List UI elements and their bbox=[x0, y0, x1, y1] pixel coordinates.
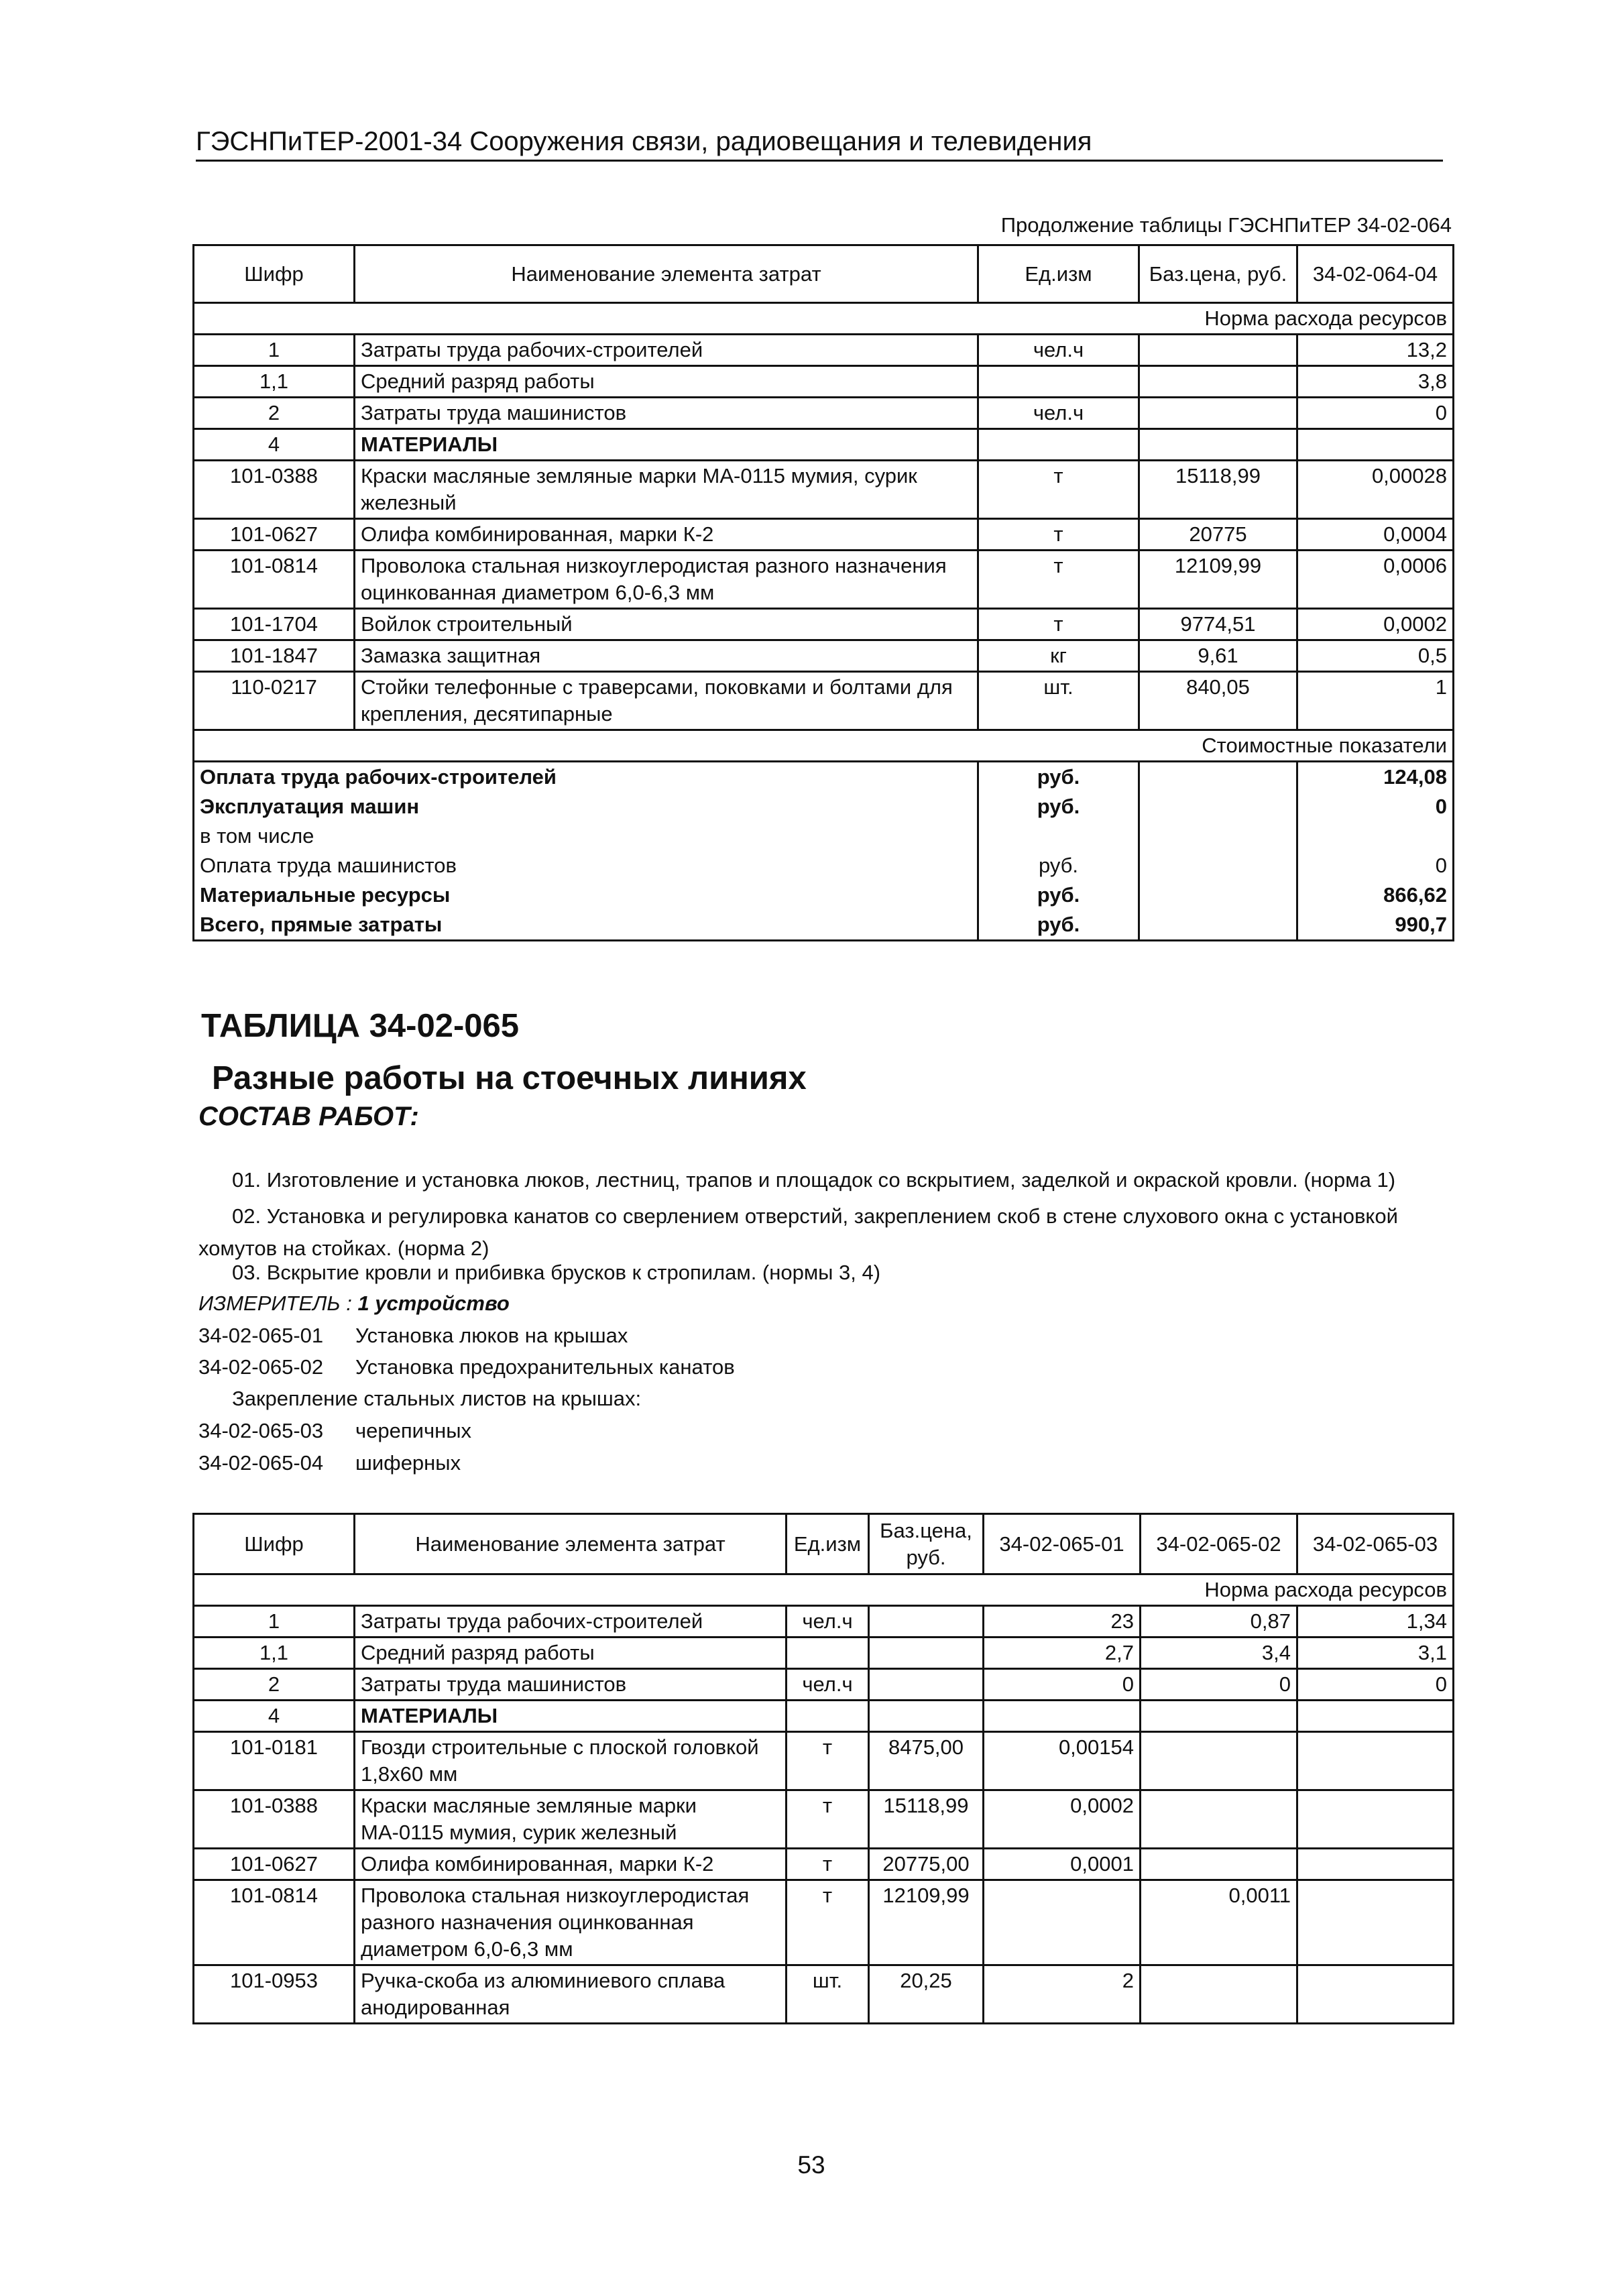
cell-norm-value-02: 0,87 bbox=[1141, 1606, 1297, 1638]
cost-label: в том числе bbox=[194, 821, 978, 851]
cell-name: Ручка-скоба из алюминиевого сплава анодированная bbox=[355, 1965, 787, 2024]
cost-label: Материальные ресурсы bbox=[194, 880, 978, 910]
cell-name: МАТЕРИАЛЫ bbox=[355, 429, 978, 461]
table-header-row bbox=[194, 1514, 1454, 1574]
cell-code: 4 bbox=[194, 429, 355, 461]
cell-norm-value-01: 0,00154 bbox=[984, 1732, 1141, 1790]
cell-price: 9774,51 bbox=[1139, 609, 1297, 640]
cell-name: Средний разряд работы bbox=[355, 366, 978, 398]
cell-norm-value: 0,0006 bbox=[1297, 551, 1454, 609]
cost-unit: руб. bbox=[978, 880, 1139, 910]
header-norm-code-02: 34-02-065-02 bbox=[1141, 1514, 1297, 1574]
cell-norm-value: 13,2 bbox=[1297, 335, 1454, 366]
cost-value: 124,08 bbox=[1297, 762, 1454, 793]
cell-price: 15118,99 bbox=[869, 1790, 984, 1849]
cost-heading: Стоимостные показатели bbox=[194, 730, 1454, 762]
table-row bbox=[194, 398, 1454, 429]
table-row bbox=[194, 1669, 1454, 1701]
table-header-row bbox=[194, 245, 1454, 303]
table-row bbox=[194, 1638, 1454, 1669]
measurement-label: ИЗМЕРИТЕЛЬ : bbox=[198, 1292, 352, 1315]
cost-unit: руб. bbox=[978, 851, 1139, 880]
cell-code: 1 bbox=[194, 1606, 355, 1638]
cell-name: Проволока стальная низкоуглеродистая разного назначения оцинкованная диаметром 6,0-6,3 мм bbox=[355, 551, 978, 609]
cell-norm-value-02: 3,4 bbox=[1141, 1638, 1297, 1669]
fastening-note: Закрепление стальных листов на крышах: bbox=[232, 1387, 642, 1410]
cell-norm-value: 3,8 bbox=[1297, 366, 1454, 398]
table-row bbox=[194, 640, 1454, 672]
table-row bbox=[194, 1790, 1454, 1849]
header-price: Баз.цена, руб. bbox=[869, 1514, 984, 1574]
cell-code: 101-0627 bbox=[194, 1849, 355, 1880]
cell-unit: т bbox=[787, 1880, 869, 1965]
cell-code: 101-0388 bbox=[194, 461, 355, 519]
table-body bbox=[194, 1606, 1454, 2024]
table-row bbox=[194, 551, 1454, 609]
header-norm-code-03: 34-02-065-03 bbox=[1297, 1514, 1454, 1574]
cell-norm-value-03 bbox=[1297, 1790, 1454, 1849]
table-row bbox=[194, 519, 1454, 551]
cell-unit: чел.ч bbox=[978, 398, 1139, 429]
cell-norm-value-03: 1,34 bbox=[1297, 1606, 1454, 1638]
cell-name: Олифа комбинированная, марки К-2 bbox=[355, 1849, 787, 1880]
cell-price bbox=[1139, 398, 1297, 429]
cell-price: 20,25 bbox=[869, 1965, 984, 2024]
resource-table-34-02-064 bbox=[192, 244, 1454, 941]
cost-blank-cell bbox=[1139, 851, 1297, 880]
cell-norm-value: 0,0004 bbox=[1297, 519, 1454, 551]
table-row bbox=[194, 366, 1454, 398]
cell-unit: шт. bbox=[978, 672, 1139, 730]
work-item-01: 01. Изготовление и установка люков, лестниц, трапов и площадок со вскрытием, заделкой и окраской кровли. (норма 1) bbox=[232, 1168, 1396, 1192]
cell-norm-value-03 bbox=[1297, 1880, 1454, 1965]
cell-price: 8475,00 bbox=[869, 1732, 984, 1790]
cell-code: 101-0953 bbox=[194, 1965, 355, 2024]
norm-heading-row bbox=[194, 303, 1454, 335]
cell-name: Затраты труда рабочих-строителей bbox=[355, 1606, 787, 1638]
cell-norm-value-03 bbox=[1297, 1849, 1454, 1880]
norm-code: 34-02-065-01 bbox=[198, 1324, 324, 1347]
cell-unit bbox=[978, 366, 1139, 398]
cost-unit: руб. bbox=[978, 792, 1139, 821]
measurement-unit bbox=[198, 1289, 510, 1318]
cost-blank-cell bbox=[1139, 792, 1297, 821]
cell-norm-value-01: 0,0002 bbox=[984, 1790, 1141, 1849]
norm-code-row bbox=[198, 1321, 628, 1351]
norm-code-label: шиферных bbox=[355, 1451, 461, 1475]
cell-norm-value: 0 bbox=[1297, 398, 1454, 429]
cell-unit: чел.ч bbox=[787, 1669, 869, 1701]
norm-code-label: Установка предохранительных канатов bbox=[355, 1355, 735, 1379]
table-continuation-caption: Продолжение таблицы ГЭСНПиТЕР 34-02-064 bbox=[1000, 213, 1452, 237]
resource-table-34-02-065 bbox=[192, 1513, 1454, 2024]
cell-norm-value-03 bbox=[1297, 1732, 1454, 1790]
cell-price: 15118,99 bbox=[1139, 461, 1297, 519]
cell-unit bbox=[787, 1638, 869, 1669]
cell-norm-value-01: 23 bbox=[984, 1606, 1141, 1638]
work-item-03: 03. Вскрытие кровли и прибивка брусков к стропилам. (нормы 3, 4) bbox=[232, 1261, 881, 1284]
cost-label: Оплата труда рабочих-строителей bbox=[194, 762, 978, 793]
cell-norm-value-01 bbox=[984, 1701, 1141, 1732]
cost-unit: руб. bbox=[978, 762, 1139, 793]
table-body bbox=[194, 335, 1454, 941]
cell-name: Замазка защитная bbox=[355, 640, 978, 672]
norm-code: 34-02-065-03 bbox=[198, 1419, 324, 1442]
header-name: Наименование элемента затрат bbox=[355, 245, 978, 303]
table-row bbox=[194, 1880, 1454, 1965]
norm-code-row bbox=[198, 1448, 461, 1478]
table-title: ТАБЛИЦА 34-02-065 bbox=[201, 1008, 520, 1044]
norm-heading-row bbox=[194, 1574, 1454, 1606]
norm-code-label: черепичных bbox=[355, 1419, 472, 1442]
norm-code: 34-02-065-04 bbox=[198, 1451, 324, 1475]
cost-row bbox=[194, 851, 1454, 880]
cell-price: 9,61 bbox=[1139, 640, 1297, 672]
cell-unit bbox=[787, 1701, 869, 1732]
cost-value: 0 bbox=[1297, 851, 1454, 880]
table-row bbox=[194, 1732, 1454, 1790]
cell-price bbox=[869, 1606, 984, 1638]
cell-name: Краски масляные земляные марки МА-0115 мумия, сурик железный bbox=[355, 461, 978, 519]
cell-norm-value-02 bbox=[1141, 1965, 1297, 2024]
cell-name: Краски масляные земляные марки МА-0115 мумия, сурик железный bbox=[355, 1790, 787, 1849]
norm-code-row bbox=[198, 1416, 471, 1446]
measurement-value: 1 устройство bbox=[357, 1292, 510, 1315]
table-row bbox=[194, 672, 1454, 730]
header-code: Шифр bbox=[194, 1514, 355, 1574]
cost-row bbox=[194, 880, 1454, 910]
cell-unit: т bbox=[978, 609, 1139, 640]
cost-row bbox=[194, 910, 1454, 941]
cell-norm-value-02 bbox=[1141, 1790, 1297, 1849]
cell-code: 101-0627 bbox=[194, 519, 355, 551]
cell-norm-value: 0,5 bbox=[1297, 640, 1454, 672]
cell-price bbox=[1139, 335, 1297, 366]
cell-name: Затраты труда рабочих-строителей bbox=[355, 335, 978, 366]
table-row bbox=[194, 1701, 1454, 1732]
cell-norm-value: 1 bbox=[1297, 672, 1454, 730]
cell-norm-value: 0,00028 bbox=[1297, 461, 1454, 519]
cell-name: Средний разряд работы bbox=[355, 1638, 787, 1669]
cell-unit: шт. bbox=[787, 1965, 869, 2024]
cell-price: 20775 bbox=[1139, 519, 1297, 551]
header-norm-code: 34-02-064-04 bbox=[1297, 245, 1454, 303]
cell-code: 4 bbox=[194, 1701, 355, 1732]
cost-row bbox=[194, 821, 1454, 851]
cost-label: Эксплуатация машин bbox=[194, 792, 978, 821]
cell-norm-value-01 bbox=[984, 1880, 1141, 1965]
cell-name: МАТЕРИАЛЫ bbox=[355, 1701, 787, 1732]
cell-unit: т bbox=[787, 1849, 869, 1880]
cost-blank-cell bbox=[1139, 762, 1297, 793]
cell-unit: т bbox=[787, 1732, 869, 1790]
cell-price: 20775,00 bbox=[869, 1849, 984, 1880]
cost-label: Оплата труда машинистов bbox=[194, 851, 978, 880]
cost-blank-cell bbox=[1139, 880, 1297, 910]
cell-norm-value-01: 0,0001 bbox=[984, 1849, 1141, 1880]
cell-price: 12109,99 bbox=[869, 1880, 984, 1965]
table-row bbox=[194, 461, 1454, 519]
table-row bbox=[194, 1965, 1454, 2024]
header-unit: Ед.изм bbox=[978, 245, 1139, 303]
header-norm-code-01: 34-02-065-01 bbox=[984, 1514, 1141, 1574]
cost-value: 866,62 bbox=[1297, 880, 1454, 910]
cell-norm-value-03: 0 bbox=[1297, 1669, 1454, 1701]
header-price: Баз.цена, руб. bbox=[1139, 245, 1297, 303]
cost-heading-row bbox=[194, 730, 1454, 762]
table-row bbox=[194, 335, 1454, 366]
cost-blank-cell bbox=[1139, 910, 1297, 941]
cell-norm-value-02 bbox=[1141, 1849, 1297, 1880]
cell-name: Проволока стальная низкоуглеродистая разного назначения оцинкованная диаметром 6,0-6,3 мм bbox=[355, 1880, 787, 1965]
cell-code: 1 bbox=[194, 335, 355, 366]
cell-name: Затраты труда машинистов bbox=[355, 1669, 787, 1701]
cell-norm-value bbox=[1297, 429, 1454, 461]
header-unit: Ед.изм bbox=[787, 1514, 869, 1574]
cell-code: 2 bbox=[194, 398, 355, 429]
table-row bbox=[194, 429, 1454, 461]
cell-unit: чел.ч bbox=[787, 1606, 869, 1638]
cell-norm-value-03 bbox=[1297, 1701, 1454, 1732]
cell-code: 101-1704 bbox=[194, 609, 355, 640]
cell-code: 1,1 bbox=[194, 1638, 355, 1669]
table-subtitle: Разные работы на стоечных линиях bbox=[212, 1060, 807, 1096]
cell-norm-value-03 bbox=[1297, 1965, 1454, 2024]
norm-code-label: Установка люков на крышах bbox=[355, 1324, 628, 1347]
cell-code: 101-1847 bbox=[194, 640, 355, 672]
page-number: 53 bbox=[797, 2151, 825, 2179]
cell-norm-value-03: 3,1 bbox=[1297, 1638, 1454, 1669]
cell-unit: т bbox=[978, 551, 1139, 609]
cell-price bbox=[869, 1638, 984, 1669]
cell-price bbox=[1139, 429, 1297, 461]
work-item-02: 02. Установка и регулировка канатов со сверлением отверстий, закреплением скоб в стене слухового окна с установкой хомутов на стойках. (норма 2) bbox=[198, 1204, 1398, 1260]
cell-code: 101-0388 bbox=[194, 1790, 355, 1849]
cell-unit: т bbox=[978, 461, 1139, 519]
header-name: Наименование элемента затрат bbox=[355, 1514, 787, 1574]
cell-code: 110-0217 bbox=[194, 672, 355, 730]
cell-code: 101-0814 bbox=[194, 551, 355, 609]
cost-unit bbox=[978, 821, 1139, 851]
norm-code-row bbox=[198, 1353, 735, 1382]
norm-heading: Норма расхода ресурсов bbox=[194, 1574, 1454, 1606]
cost-label: Всего, прямые затраты bbox=[194, 910, 978, 941]
works-heading: СОСТАВ РАБОТ: bbox=[198, 1102, 419, 1131]
cell-name: Затраты труда машинистов bbox=[355, 398, 978, 429]
running-header: ГЭСНПиТЕР-2001-34 Сооружения связи, радиовещания и телевидения bbox=[196, 125, 1443, 162]
header-code: Шифр bbox=[194, 245, 355, 303]
cell-norm-value-02: 0,0011 bbox=[1141, 1880, 1297, 1965]
cell-norm-value-02 bbox=[1141, 1701, 1297, 1732]
cell-norm-value: 0,0002 bbox=[1297, 609, 1454, 640]
norm-code: 34-02-065-02 bbox=[198, 1355, 324, 1379]
cost-row bbox=[194, 792, 1454, 821]
cell-price: 840,05 bbox=[1139, 672, 1297, 730]
cell-code: 101-0814 bbox=[194, 1880, 355, 1965]
cost-blank-cell bbox=[1139, 821, 1297, 851]
cell-code: 101-0181 bbox=[194, 1732, 355, 1790]
cell-price: 12109,99 bbox=[1139, 551, 1297, 609]
cost-value: 990,7 bbox=[1297, 910, 1454, 941]
cost-unit: руб. bbox=[978, 910, 1139, 941]
cost-value: 0 bbox=[1297, 792, 1454, 821]
cell-norm-value-02 bbox=[1141, 1732, 1297, 1790]
table-row bbox=[194, 609, 1454, 640]
cell-unit: чел.ч bbox=[978, 335, 1139, 366]
cell-price bbox=[869, 1669, 984, 1701]
cost-value bbox=[1297, 821, 1454, 851]
cell-unit bbox=[978, 429, 1139, 461]
table-row bbox=[194, 1849, 1454, 1880]
cell-norm-value-01: 2 bbox=[984, 1965, 1141, 2024]
cost-row bbox=[194, 762, 1454, 793]
cell-unit: кг bbox=[978, 640, 1139, 672]
norm-heading: Норма расхода ресурсов bbox=[194, 303, 1454, 335]
cell-norm-value-01: 2,7 bbox=[984, 1638, 1141, 1669]
cell-name: Стойки телефонные с траверсами, поковками и болтами для крепления, десятипарные bbox=[355, 672, 978, 730]
cell-unit: т bbox=[978, 519, 1139, 551]
cell-name: Олифа комбинированная, марки К-2 bbox=[355, 519, 978, 551]
cell-code: 2 bbox=[194, 1669, 355, 1701]
cell-code: 1,1 bbox=[194, 366, 355, 398]
table-row bbox=[194, 1606, 1454, 1638]
cell-name: Войлок строительный bbox=[355, 609, 978, 640]
cell-unit: т bbox=[787, 1790, 869, 1849]
cell-norm-value-01: 0 bbox=[984, 1669, 1141, 1701]
cell-name: Гвозди строительные с плоской головкой 1,8х60 мм bbox=[355, 1732, 787, 1790]
cell-price bbox=[869, 1701, 984, 1732]
cell-price bbox=[1139, 366, 1297, 398]
cell-norm-value-02: 0 bbox=[1141, 1669, 1297, 1701]
